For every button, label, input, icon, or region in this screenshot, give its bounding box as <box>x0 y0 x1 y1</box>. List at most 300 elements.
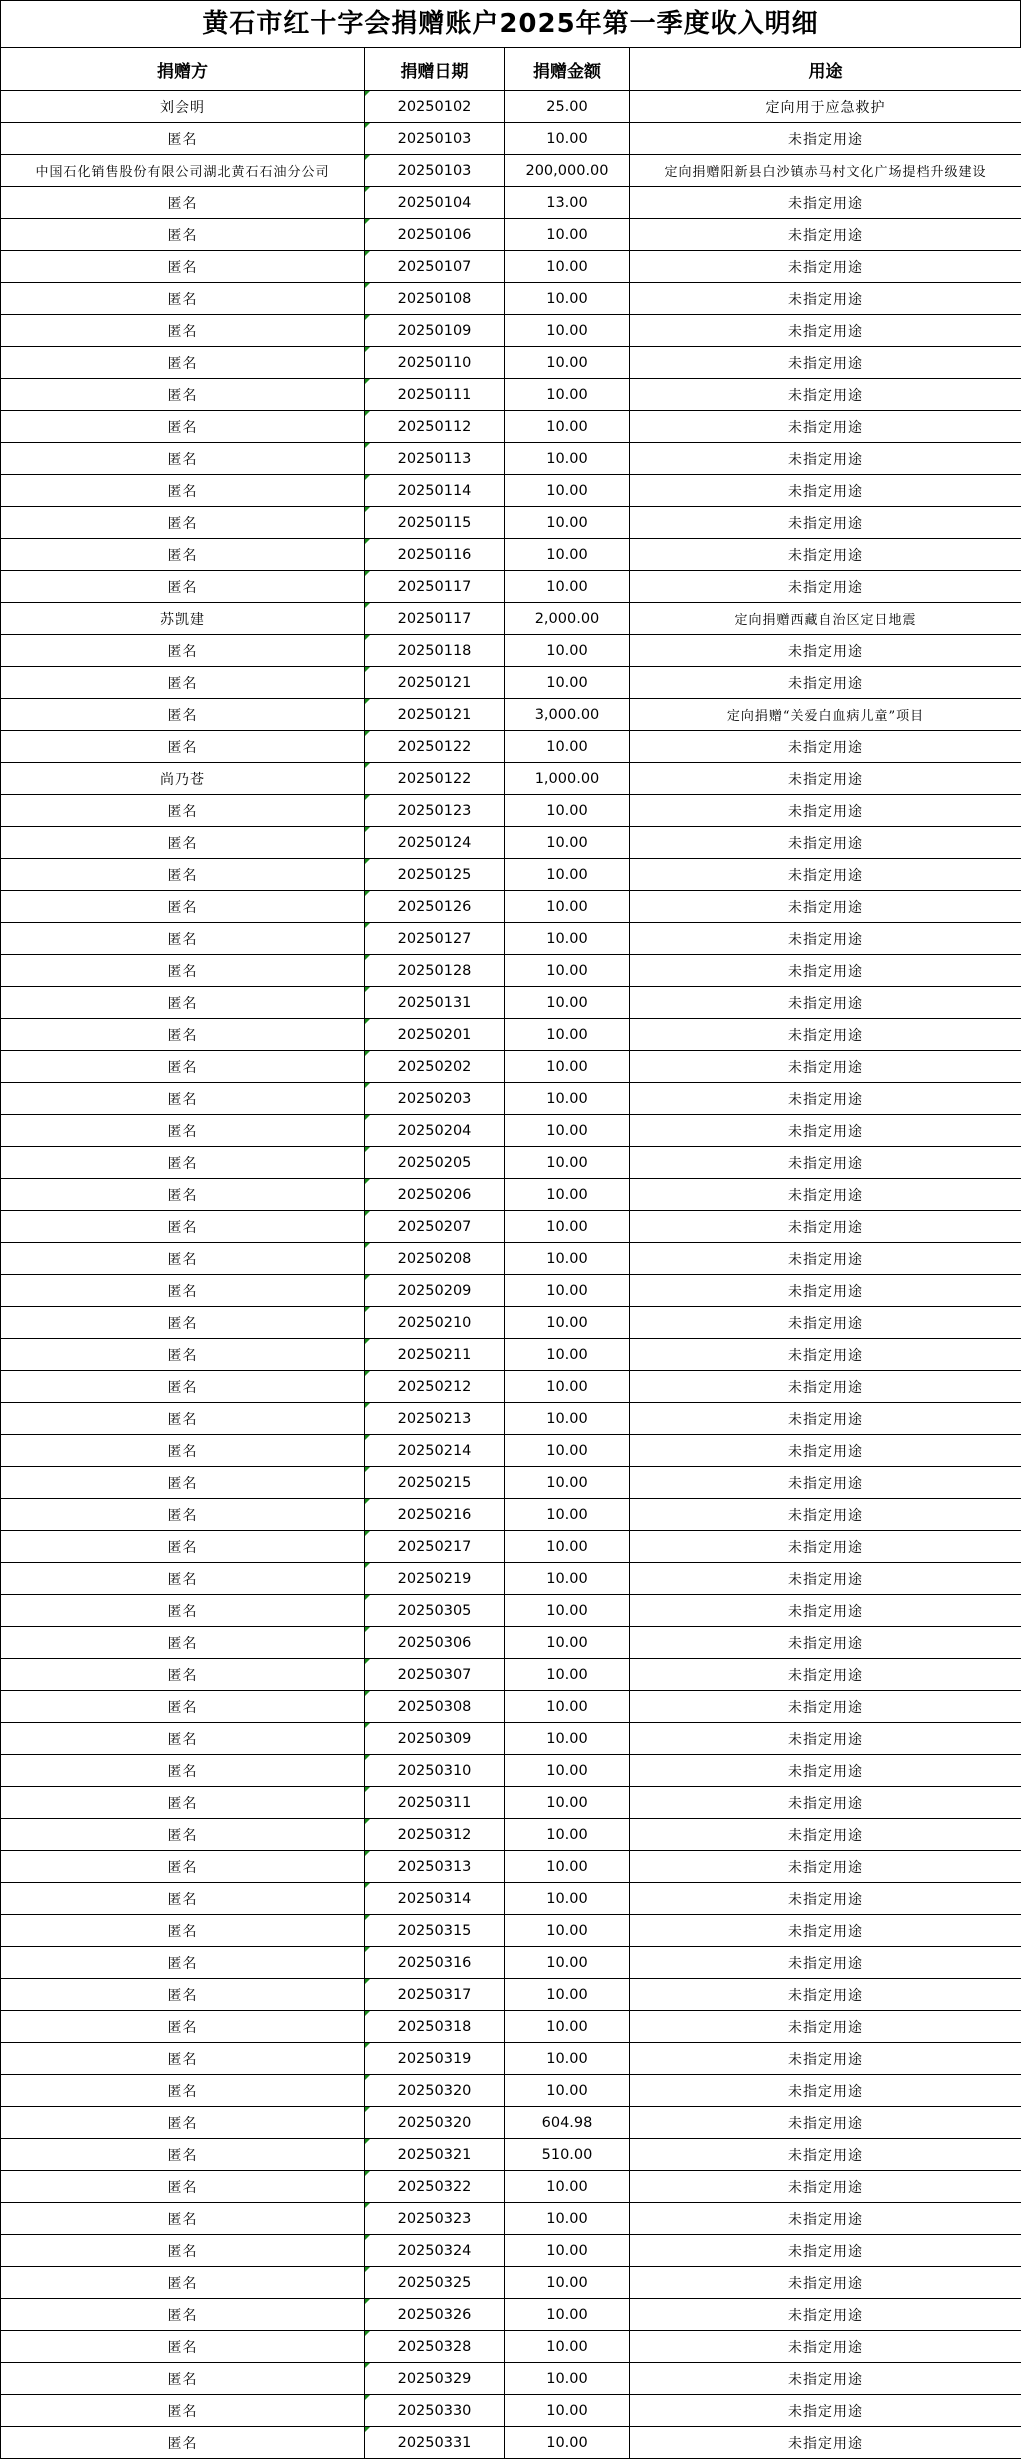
table-row <box>1 219 1021 251</box>
table-row <box>1 1563 1021 1595</box>
amount-cell: 10.00 <box>505 1243 630 1275</box>
purpose-cell: 未指定用途 <box>630 315 1021 347</box>
table-row <box>1 795 1021 827</box>
purpose-cell: 未指定用途 <box>630 827 1021 859</box>
date-cell: 20250116 <box>365 539 505 571</box>
donor-cell: 匿名 <box>1 123 365 155</box>
date-cell: 20250317 <box>365 1979 505 2011</box>
amount-cell: 10.00 <box>505 1531 630 1563</box>
table-row <box>1 475 1021 507</box>
donor-cell: 匿名 <box>1 2075 365 2107</box>
purpose-cell: 未指定用途 <box>630 1563 1021 1595</box>
table-row <box>1 1243 1021 1275</box>
date-cell: 20250109 <box>365 315 505 347</box>
date-cell: 20250123 <box>365 795 505 827</box>
purpose-cell: 未指定用途 <box>630 187 1021 219</box>
amount-cell: 10.00 <box>505 1723 630 1755</box>
date-cell: 20250328 <box>365 2331 505 2363</box>
purpose-cell: 未指定用途 <box>630 411 1021 443</box>
table-row <box>1 1147 1021 1179</box>
date-cell: 20250110 <box>365 347 505 379</box>
purpose-cell: 未指定用途 <box>630 571 1021 603</box>
table-row <box>1 1179 1021 1211</box>
donor-cell: 匿名 <box>1 2171 365 2203</box>
purpose-cell: 未指定用途 <box>630 1019 1021 1051</box>
donor-cell: 匿名 <box>1 2203 365 2235</box>
table-row <box>1 987 1021 1019</box>
donor-cell: 匿名 <box>1 667 365 699</box>
amount-cell: 25.00 <box>505 91 630 123</box>
donor-cell: 匿名 <box>1 1723 365 1755</box>
date-cell: 20250315 <box>365 1915 505 1947</box>
donor-cell: 匿名 <box>1 923 365 955</box>
date-cell: 20250329 <box>365 2363 505 2395</box>
amount-cell: 10.00 <box>505 1947 630 1979</box>
purpose-cell: 未指定用途 <box>630 1819 1021 1851</box>
donor-cell: 匿名 <box>1 2107 365 2139</box>
donor-cell: 匿名 <box>1 187 365 219</box>
donor-cell: 匿名 <box>1 1019 365 1051</box>
table-row <box>1 1691 1021 1723</box>
amount-cell: 10.00 <box>505 507 630 539</box>
table-row <box>1 1307 1021 1339</box>
date-cell: 20250125 <box>365 859 505 891</box>
table-row <box>1 2363 1021 2395</box>
date-cell: 20250215 <box>365 1467 505 1499</box>
table-row <box>1 2043 1021 2075</box>
amount-cell: 10.00 <box>505 539 630 571</box>
donor-cell: 匿名 <box>1 315 365 347</box>
table-row <box>1 1979 1021 2011</box>
purpose-cell: 未指定用途 <box>630 1403 1021 1435</box>
donor-cell: 匿名 <box>1 507 365 539</box>
table-row <box>1 123 1021 155</box>
date-cell: 20250117 <box>365 571 505 603</box>
date-cell: 20250126 <box>365 891 505 923</box>
donor-cell: 匿名 <box>1 1371 365 1403</box>
donor-cell: 匿名 <box>1 1499 365 1531</box>
amount-cell: 10.00 <box>505 2395 630 2427</box>
table-row <box>1 539 1021 571</box>
date-cell: 20250102 <box>365 91 505 123</box>
amount-cell: 10.00 <box>505 2235 630 2267</box>
purpose-cell: 未指定用途 <box>630 1659 1021 1691</box>
purpose-cell: 未指定用途 <box>630 507 1021 539</box>
table-row <box>1 1115 1021 1147</box>
header-date: 捐赠日期 <box>365 48 505 91</box>
donor-cell: 匿名 <box>1 731 365 763</box>
date-cell: 20250103 <box>365 155 505 187</box>
purpose-cell: 未指定用途 <box>630 1371 1021 1403</box>
date-cell: 20250122 <box>365 763 505 795</box>
donor-cell: 匿名 <box>1 1179 365 1211</box>
purpose-cell: 未指定用途 <box>630 1723 1021 1755</box>
donor-cell: 匿名 <box>1 1979 365 2011</box>
amount-cell: 10.00 <box>505 987 630 1019</box>
date-cell: 20250204 <box>365 1115 505 1147</box>
donor-cell: 匿名 <box>1 987 365 1019</box>
table-row <box>1 1947 1021 1979</box>
donor-cell: 匿名 <box>1 379 365 411</box>
amount-cell: 10.00 <box>505 2427 630 2459</box>
amount-cell: 10.00 <box>505 1307 630 1339</box>
date-cell: 20250108 <box>365 283 505 315</box>
amount-cell: 10.00 <box>505 283 630 315</box>
purpose-cell: 未指定用途 <box>630 539 1021 571</box>
table-row <box>1 1051 1021 1083</box>
table-row <box>1 827 1021 859</box>
donor-cell: 尚乃苍 <box>1 763 365 795</box>
amount-cell: 10.00 <box>505 1627 630 1659</box>
purpose-cell: 未指定用途 <box>630 1467 1021 1499</box>
table-row <box>1 1627 1021 1659</box>
table-row <box>1 955 1021 987</box>
table-row <box>1 923 1021 955</box>
table-row <box>1 1275 1021 1307</box>
table-row <box>1 411 1021 443</box>
amount-cell: 10.00 <box>505 859 630 891</box>
date-cell: 20250330 <box>365 2395 505 2427</box>
amount-cell: 10.00 <box>505 731 630 763</box>
purpose-cell: 未指定用途 <box>630 2267 1021 2299</box>
date-cell: 20250104 <box>365 187 505 219</box>
purpose-cell: 未指定用途 <box>630 1051 1021 1083</box>
date-cell: 20250219 <box>365 1563 505 1595</box>
donor-cell: 匿名 <box>1 2139 365 2171</box>
amount-cell: 3,000.00 <box>505 699 630 731</box>
amount-cell: 10.00 <box>505 1051 630 1083</box>
date-cell: 20250113 <box>365 443 505 475</box>
date-cell: 20250326 <box>365 2299 505 2331</box>
purpose-cell: 未指定用途 <box>630 1691 1021 1723</box>
date-cell: 20250121 <box>365 667 505 699</box>
table-row <box>1 1883 1021 1915</box>
date-cell: 20250103 <box>365 123 505 155</box>
amount-cell: 10.00 <box>505 1339 630 1371</box>
table-row <box>1 2107 1021 2139</box>
donor-cell: 匿名 <box>1 2043 365 2075</box>
date-cell: 20250324 <box>365 2235 505 2267</box>
date-cell: 20250321 <box>365 2139 505 2171</box>
table-row <box>1 699 1021 731</box>
purpose-cell: 未指定用途 <box>630 635 1021 667</box>
purpose-cell: 未指定用途 <box>630 731 1021 763</box>
purpose-cell: 未指定用途 <box>630 2235 1021 2267</box>
amount-cell: 10.00 <box>505 123 630 155</box>
date-cell: 20250118 <box>365 635 505 667</box>
table-row <box>1 347 1021 379</box>
table-row <box>1 1211 1021 1243</box>
purpose-cell: 未指定用途 <box>630 1307 1021 1339</box>
donor-cell: 匿名 <box>1 539 365 571</box>
donor-cell: 匿名 <box>1 347 365 379</box>
amount-cell: 10.00 <box>505 1275 630 1307</box>
donor-cell: 匿名 <box>1 1211 365 1243</box>
date-cell: 20250312 <box>365 1819 505 1851</box>
date-cell: 20250322 <box>365 2171 505 2203</box>
amount-cell: 10.00 <box>505 2075 630 2107</box>
amount-cell: 10.00 <box>505 2331 630 2363</box>
purpose-cell: 未指定用途 <box>630 1179 1021 1211</box>
donor-cell: 匿名 <box>1 1403 365 1435</box>
amount-cell: 10.00 <box>505 315 630 347</box>
purpose-cell: 未指定用途 <box>630 2331 1021 2363</box>
date-cell: 20250122 <box>365 731 505 763</box>
donor-cell: 匿名 <box>1 891 365 923</box>
amount-cell: 10.00 <box>505 635 630 667</box>
amount-cell: 10.00 <box>505 1787 630 1819</box>
amount-cell: 10.00 <box>505 571 630 603</box>
amount-cell: 510.00 <box>505 2139 630 2171</box>
purpose-cell: 未指定用途 <box>630 955 1021 987</box>
purpose-cell: 未指定用途 <box>630 1787 1021 1819</box>
amount-cell: 10.00 <box>505 1467 630 1499</box>
table-row <box>1 251 1021 283</box>
donor-cell: 匿名 <box>1 1787 365 1819</box>
date-cell: 20250305 <box>365 1595 505 1627</box>
table-row <box>1 315 1021 347</box>
date-cell: 20250212 <box>365 1371 505 1403</box>
donor-cell: 匿名 <box>1 635 365 667</box>
amount-cell: 10.00 <box>505 2171 630 2203</box>
date-cell: 20250205 <box>365 1147 505 1179</box>
table-row <box>1 1019 1021 1051</box>
amount-cell: 10.00 <box>505 219 630 251</box>
table-row <box>1 2139 1021 2171</box>
donor-cell: 匿名 <box>1 1115 365 1147</box>
donor-cell: 匿名 <box>1 1755 365 1787</box>
purpose-cell: 未指定用途 <box>630 2171 1021 2203</box>
date-cell: 20250320 <box>365 2075 505 2107</box>
date-cell: 20250323 <box>365 2203 505 2235</box>
date-cell: 20250210 <box>365 1307 505 1339</box>
amount-cell: 10.00 <box>505 1691 630 1723</box>
purpose-cell: 未指定用途 <box>630 123 1021 155</box>
header-donor: 捐赠方 <box>1 48 365 91</box>
purpose-cell: 定向捐赠阳新县白沙镇赤马村文化广场提档升级建设 <box>630 155 1021 187</box>
table-row <box>1 2427 1021 2459</box>
table-row <box>1 155 1021 187</box>
date-cell: 20250325 <box>365 2267 505 2299</box>
donor-cell: 匿名 <box>1 1307 365 1339</box>
amount-cell: 10.00 <box>505 2267 630 2299</box>
purpose-cell: 未指定用途 <box>630 2043 1021 2075</box>
date-cell: 20250115 <box>365 507 505 539</box>
amount-cell: 10.00 <box>505 1883 630 1915</box>
donor-cell: 匿名 <box>1 1531 365 1563</box>
date-cell: 20250310 <box>365 1755 505 1787</box>
amount-cell: 10.00 <box>505 2203 630 2235</box>
table-row <box>1 1595 1021 1627</box>
table-row <box>1 91 1021 123</box>
amount-cell: 10.00 <box>505 1499 630 1531</box>
table-row <box>1 1723 1021 1755</box>
donation-table <box>0 47 1021 2459</box>
amount-cell: 10.00 <box>505 2299 630 2331</box>
purpose-cell: 未指定用途 <box>630 283 1021 315</box>
table-row <box>1 379 1021 411</box>
donor-cell: 匿名 <box>1 2331 365 2363</box>
donor-cell: 匿名 <box>1 1275 365 1307</box>
table-row <box>1 635 1021 667</box>
table-row <box>1 1339 1021 1371</box>
donor-cell: 匿名 <box>1 1883 365 1915</box>
purpose-cell: 未指定用途 <box>630 475 1021 507</box>
purpose-cell: 未指定用途 <box>630 1339 1021 1371</box>
date-cell: 20250127 <box>365 923 505 955</box>
date-cell: 20250121 <box>365 699 505 731</box>
header-purpose: 用途 <box>630 48 1021 91</box>
date-cell: 20250307 <box>365 1659 505 1691</box>
donor-cell: 匿名 <box>1 1947 365 1979</box>
donor-cell: 匿名 <box>1 283 365 315</box>
purpose-cell: 未指定用途 <box>630 219 1021 251</box>
amount-cell: 10.00 <box>505 923 630 955</box>
table-row <box>1 2011 1021 2043</box>
purpose-cell: 未指定用途 <box>630 1115 1021 1147</box>
donor-cell: 匿名 <box>1 2395 365 2427</box>
amount-cell: 200,000.00 <box>505 155 630 187</box>
date-cell: 20250306 <box>365 1627 505 1659</box>
donor-cell: 匿名 <box>1 1435 365 1467</box>
donor-cell: 匿名 <box>1 1243 365 1275</box>
date-cell: 20250107 <box>365 251 505 283</box>
amount-cell: 10.00 <box>505 347 630 379</box>
date-cell: 20250319 <box>365 2043 505 2075</box>
amount-cell: 10.00 <box>505 1755 630 1787</box>
table-row <box>1 1435 1021 1467</box>
purpose-cell: 未指定用途 <box>630 1531 1021 1563</box>
donor-cell: 匿名 <box>1 1691 365 1723</box>
purpose-cell: 未指定用途 <box>630 795 1021 827</box>
amount-cell: 1,000.00 <box>505 763 630 795</box>
table-row <box>1 1467 1021 1499</box>
table-row <box>1 507 1021 539</box>
amount-cell: 10.00 <box>505 795 630 827</box>
purpose-cell: 未指定用途 <box>630 251 1021 283</box>
donor-cell: 匿名 <box>1 2363 365 2395</box>
date-cell: 20250201 <box>365 1019 505 1051</box>
table-row <box>1 2075 1021 2107</box>
date-cell: 20250217 <box>365 1531 505 1563</box>
table-header-row <box>1 48 1021 91</box>
purpose-cell: 未指定用途 <box>630 1435 1021 1467</box>
date-cell: 20250320 <box>365 2107 505 2139</box>
table-row <box>1 2235 1021 2267</box>
amount-cell: 10.00 <box>505 1435 630 1467</box>
purpose-cell: 未指定用途 <box>630 2139 1021 2171</box>
date-cell: 20250216 <box>365 1499 505 1531</box>
amount-cell: 10.00 <box>505 1147 630 1179</box>
donor-cell: 匿名 <box>1 795 365 827</box>
donor-cell: 匿名 <box>1 1339 365 1371</box>
donor-cell: 匿名 <box>1 1147 365 1179</box>
donor-cell: 匿名 <box>1 955 365 987</box>
date-cell: 20250111 <box>365 379 505 411</box>
date-cell: 20250208 <box>365 1243 505 1275</box>
table-row <box>1 1755 1021 1787</box>
purpose-cell: 未指定用途 <box>630 1979 1021 2011</box>
date-cell: 20250314 <box>365 1883 505 1915</box>
table-row <box>1 1371 1021 1403</box>
amount-cell: 10.00 <box>505 1083 630 1115</box>
date-cell: 20250316 <box>365 1947 505 1979</box>
donor-cell: 匿名 <box>1 219 365 251</box>
purpose-cell: 未指定用途 <box>630 1883 1021 1915</box>
purpose-cell: 未指定用途 <box>630 1755 1021 1787</box>
purpose-cell: 未指定用途 <box>630 1211 1021 1243</box>
amount-cell: 10.00 <box>505 1115 630 1147</box>
purpose-cell: 定向捐赠西藏自治区定日地震 <box>630 603 1021 635</box>
date-cell: 20250213 <box>365 1403 505 1435</box>
date-cell: 20250308 <box>365 1691 505 1723</box>
purpose-cell: 未指定用途 <box>630 347 1021 379</box>
table-row <box>1 2395 1021 2427</box>
date-cell: 20250114 <box>365 475 505 507</box>
table-row <box>1 2171 1021 2203</box>
amount-cell: 10.00 <box>505 443 630 475</box>
table-row <box>1 1819 1021 1851</box>
amount-cell: 10.00 <box>505 411 630 443</box>
date-cell: 20250311 <box>365 1787 505 1819</box>
date-cell: 20250106 <box>365 219 505 251</box>
table-row <box>1 2203 1021 2235</box>
donor-cell: 匿名 <box>1 699 365 731</box>
date-cell: 20250207 <box>365 1211 505 1243</box>
amount-cell: 10.00 <box>505 1403 630 1435</box>
table-row <box>1 1915 1021 1947</box>
table-row <box>1 603 1021 635</box>
donor-cell: 匿名 <box>1 1627 365 1659</box>
amount-cell: 13.00 <box>505 187 630 219</box>
purpose-cell: 未指定用途 <box>630 1851 1021 1883</box>
donor-cell: 刘会明 <box>1 91 365 123</box>
purpose-cell: 未指定用途 <box>630 443 1021 475</box>
amount-cell: 10.00 <box>505 667 630 699</box>
date-cell: 20250131 <box>365 987 505 1019</box>
amount-cell: 10.00 <box>505 827 630 859</box>
donor-cell: 匿名 <box>1 1595 365 1627</box>
purpose-cell: 未指定用途 <box>630 923 1021 955</box>
table-row <box>1 667 1021 699</box>
donor-cell: 匿名 <box>1 2011 365 2043</box>
amount-cell: 10.00 <box>505 1019 630 1051</box>
date-cell: 20250331 <box>365 2427 505 2459</box>
table-row <box>1 731 1021 763</box>
table-row <box>1 1851 1021 1883</box>
amount-cell: 10.00 <box>505 1211 630 1243</box>
donor-cell: 匿名 <box>1 2267 365 2299</box>
donor-cell: 匿名 <box>1 859 365 891</box>
amount-cell: 10.00 <box>505 251 630 283</box>
purpose-cell: 未指定用途 <box>630 1083 1021 1115</box>
amount-cell: 10.00 <box>505 1819 630 1851</box>
amount-cell: 10.00 <box>505 379 630 411</box>
amount-cell: 10.00 <box>505 1563 630 1595</box>
donor-cell: 匿名 <box>1 1563 365 1595</box>
amount-cell: 10.00 <box>505 891 630 923</box>
purpose-cell: 未指定用途 <box>630 1627 1021 1659</box>
table-row <box>1 1403 1021 1435</box>
amount-cell: 10.00 <box>505 2363 630 2395</box>
table-row <box>1 891 1021 923</box>
amount-cell: 10.00 <box>505 2011 630 2043</box>
table-row <box>1 571 1021 603</box>
purpose-cell: 未指定用途 <box>630 2299 1021 2331</box>
purpose-cell: 未指定用途 <box>630 1947 1021 1979</box>
donor-cell: 匿名 <box>1 2427 365 2459</box>
amount-cell: 10.00 <box>505 1659 630 1691</box>
